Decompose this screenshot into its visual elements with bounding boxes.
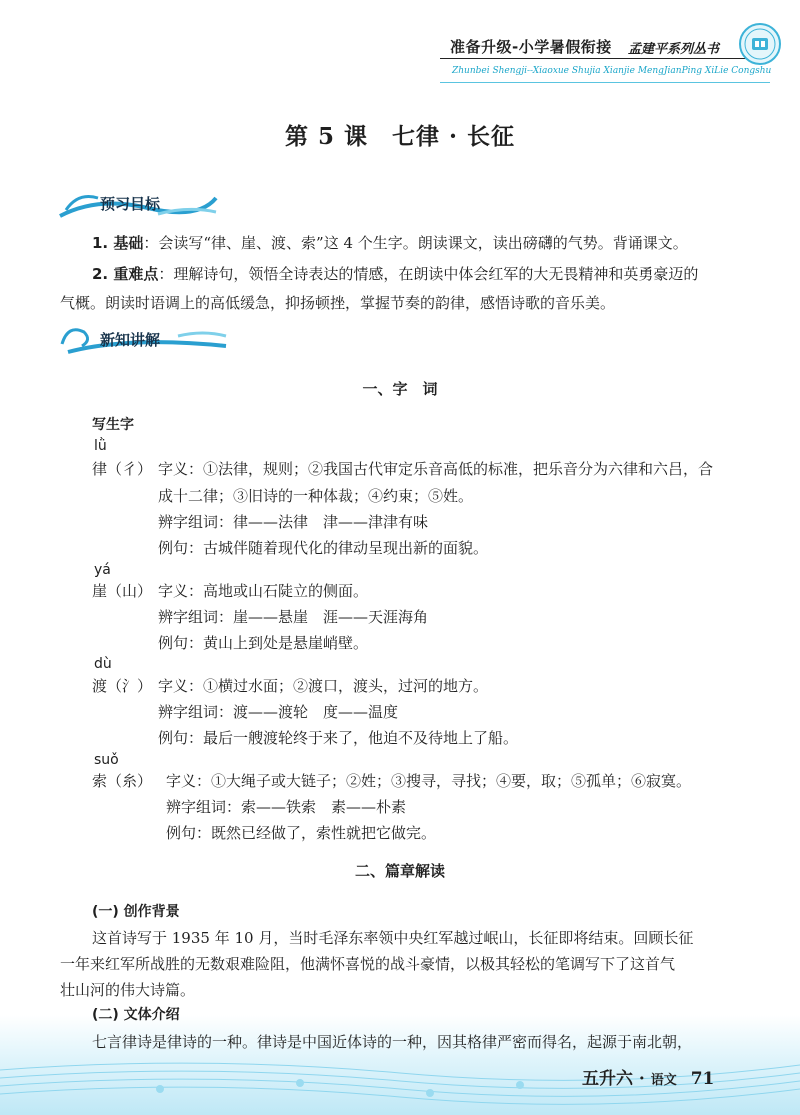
background-line: 一年来红军所战胜的无数艰难险阻，他满怀喜悦的战斗豪情，以极其轻松的笔调写下了这首气 [60,955,676,973]
char-head: 渡（氵） [92,677,153,695]
preview-item-1 [92,228,688,259]
section-badge-new-knowledge [58,322,228,356]
char-pinyin: yá [94,562,111,578]
section-heading-passage: 二、篇章解读 [354,862,445,880]
item-text: 气概。朗读时语调上的高低缓急，抑扬顿挫，掌握节奏的韵律，感悟诗歌的音乐美。 [60,294,616,312]
char-meaning-cont: 成十二律；③旧诗的一种体裁；④约束；⑤姓。 [158,487,474,505]
preview-item-2 [92,259,698,290]
badge-label: 预习目标 [100,195,161,213]
char-head: 律（彳） [92,460,153,478]
series-name: 孟建平系列丛书 [628,42,720,57]
write-chars-heading: 写生字 [92,417,134,433]
char-meaning: 字义：高地或山石陡立的侧面。 [158,582,369,600]
char-head: 索（糸） [92,772,153,790]
genre-line: 七言律诗是律诗的一种。律诗是中国近体诗的一种，因其格律严密而得名，起源于南北朝， [92,1033,693,1051]
char-compare: 辨字组词：崖——悬崖 涯——天涯海角 [158,608,429,626]
char-meaning: 字义：①横过水面；②渡口，渡头，过河的地方。 [158,677,489,695]
background-line: 壮山河的伟大诗篇。 [60,981,196,999]
footer-dot: · [638,1069,651,1089]
header-divider-blue [440,82,770,83]
char-example: 例句：黄山上到处是悬崖峭壁。 [158,634,369,652]
char-example: 例句：最后一艘渡轮终于来了，他迫不及待地上了船。 [158,729,519,747]
item-label: 1. 基础 [92,234,144,252]
grade-label: 五升六 [582,1069,633,1089]
char-meaning: 字义：①法律，规则；②我国古代审定乐音高低的标准，把乐音分为六律和六吕，合 [158,460,714,478]
char-compare: 辨字组词：渡——渡轮 度——温度 [158,703,399,721]
char-pinyin: lǜ [94,438,107,454]
page-number: 71 [690,1069,715,1089]
page-footer [582,1064,714,1089]
char-example: 例句：既然已经做了，索性就把它做完。 [166,824,437,842]
char-meaning: 字义：①大绳子或大链子；②姓；③搜寻，寻找；④要，取；⑤孤单；⑥寂寞。 [166,772,692,790]
header-pinyin: Zhunbei Shengji--Xiaoxue Shujia Xianjie MengJianPing XiLie Congshu [452,66,772,76]
char-pinyin: suǒ [94,752,119,768]
item-text: ：理解诗句，领悟全诗表达的情感，在朗读中体会红军的大无畏精神和英勇豪迈的 [158,265,699,283]
section-heading-words: 一、字 词 [362,380,438,398]
char-head: 崖（山） [92,582,153,600]
subject-label: 语文 [650,1073,677,1088]
publisher-logo-icon [738,22,782,66]
badge-label: 新知讲解 [100,331,161,349]
preview-item-2-cont [60,288,615,319]
background-heading: (一) 创作背景 [92,904,180,920]
char-compare: 辨字组词：索——铁索 素——朴素 [166,798,407,816]
lesson-title: 第 5 课 七律 · 长征 [284,123,516,150]
header-divider [440,58,760,59]
char-pinyin: dù [94,656,112,672]
section-badge-preview [58,186,218,220]
char-compare: 辨字组词：律——法律 津——津津有味 [158,513,429,531]
char-example: 例句：古城伴随着现代化的律动呈现出新的面貌。 [158,539,489,557]
book-title: 准备升级-小学暑假衔接 [450,38,612,56]
item-label: 2. 重难点 [92,265,159,283]
background-line: 这首诗写于 1935 年 10 月，当时毛泽东率领中央红军越过岷山，长征即将结束。回顾长征 [92,929,694,947]
genre-heading: (二) 文体介绍 [92,1007,180,1023]
item-text: ：会读写“律、崖、渡、索”这 4 个生字。朗读课文，读出磅礴的气势。背诵课文。 [143,234,688,252]
